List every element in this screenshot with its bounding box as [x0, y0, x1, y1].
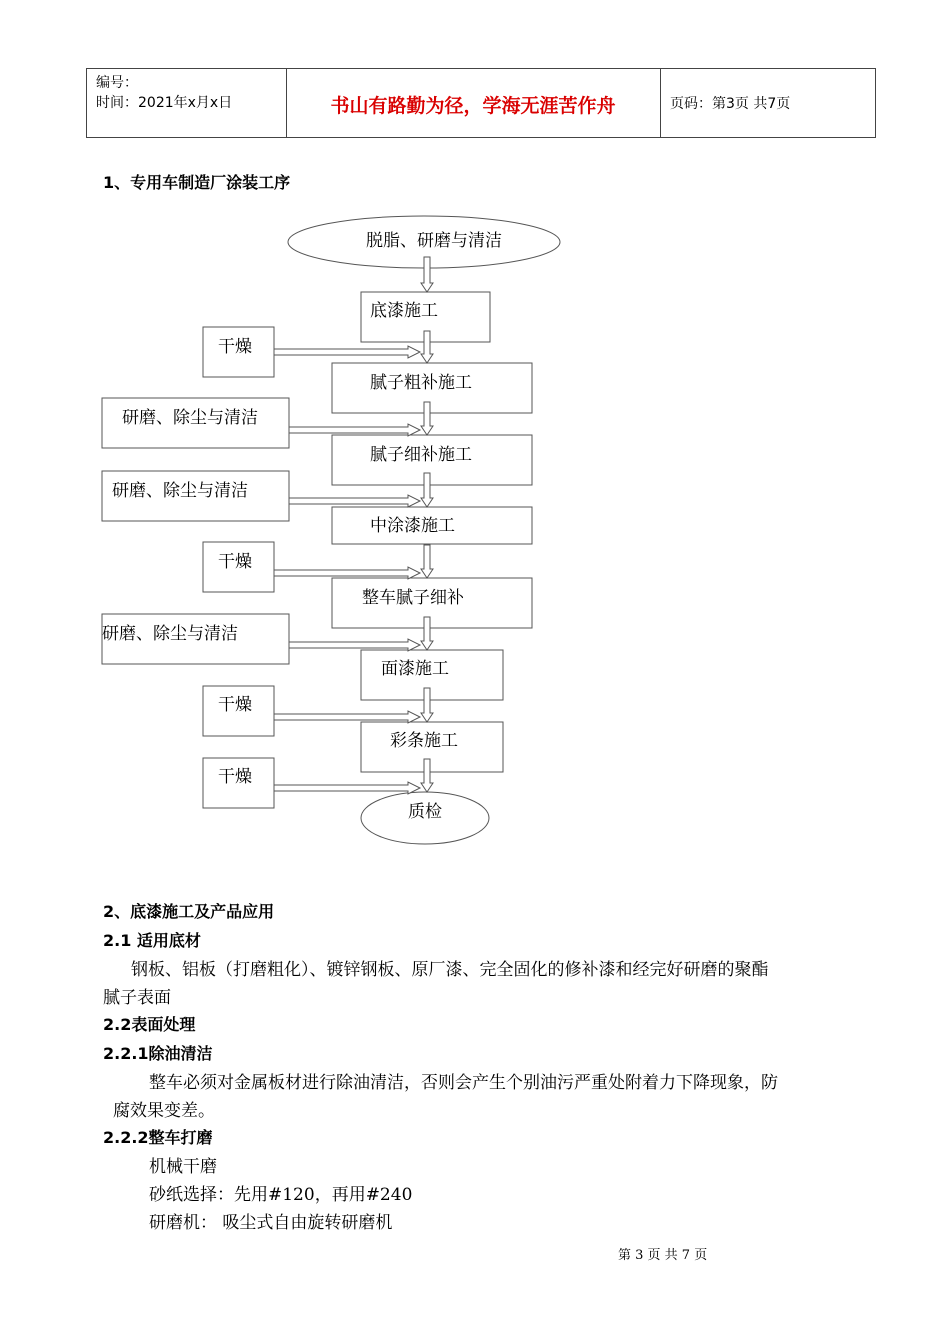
flow-arrow-down	[421, 688, 433, 722]
side-step-label: 干燥	[218, 552, 252, 572]
flow-arrow-down	[421, 759, 433, 792]
flow-step-label: 中涂漆施工	[370, 516, 455, 536]
section-2-2-1-title: 2.2.1除油清洁	[103, 1044, 213, 1063]
flow-arrow-down	[421, 402, 433, 435]
section-2-title: 2、底漆施工及产品应用	[103, 902, 275, 921]
flow-arrow-right	[274, 567, 420, 579]
side-step-label: 干燥	[218, 337, 252, 357]
flow-arrow-down	[421, 331, 433, 363]
flow-arrow-down	[421, 473, 433, 507]
flow-step-label: 脱脂、研磨与清洁	[366, 231, 502, 251]
flow-step-label: 彩条施工	[390, 731, 458, 751]
flow-arrow-right	[274, 346, 420, 358]
flow-arrow-right	[289, 495, 420, 507]
flow-arrow-right	[289, 424, 420, 436]
section-2-2-2-title: 2.2.2整车打磨	[103, 1128, 213, 1147]
flow-step-label: 质检	[408, 802, 442, 822]
time-label: 时间：2021年x月x日	[96, 95, 233, 111]
side-step-label: 研磨、除尘与清洁	[122, 408, 258, 428]
flow-step-label: 腻子细补施工	[370, 445, 472, 465]
list-item: 研磨机： 吸尘式自由旋转研磨机	[149, 1213, 393, 1233]
side-step-label: 干燥	[218, 767, 252, 787]
list-item: 机械干磨	[149, 1157, 217, 1177]
paragraph-line: 腻子表面	[103, 988, 171, 1008]
side-step-label: 研磨、除尘与清洁	[112, 481, 248, 501]
section-2-1-title: 2.1 适用底材	[103, 931, 201, 950]
flow-arrow-right	[274, 711, 420, 723]
flow-arrow-down	[421, 545, 433, 578]
section-2-2-title: 2.2表面处理	[103, 1015, 196, 1034]
flow-arrow-down	[421, 257, 433, 292]
flow-arrow-right	[274, 782, 420, 794]
side-step-label: 研磨、除尘与清洁	[102, 624, 238, 644]
page-footer: 第 3 页 共 7 页	[618, 1248, 708, 1263]
flow-arrow-down	[421, 617, 433, 650]
list-item: 砂纸选择：先用#120，再用#240	[149, 1185, 413, 1205]
number-label: 编号：	[96, 75, 138, 91]
side-step-label: 干燥	[218, 695, 252, 715]
flow-step-label: 腻子粗补施工	[370, 373, 472, 393]
section-1-title: 1、专用车制造厂涂装工序	[103, 173, 291, 192]
header-motto: 书山有路勤为径，学海无涯苦作舟	[330, 95, 616, 117]
flow-step-label: 面漆施工	[381, 659, 449, 679]
flow-step-label: 底漆施工	[370, 301, 438, 321]
flow-step-label: 整车腻子细补	[362, 588, 464, 608]
paragraph-line: 腐效果变差。	[113, 1101, 215, 1121]
page-label: 页码：第3页 共7页	[670, 96, 791, 112]
paragraph-line: 钢板、铝板（打磨粗化）、镀锌钢板、原厂漆、完全固化的修补漆和经完好研磨的聚酯	[131, 960, 769, 980]
paragraph-line: 整车必须对金属板材进行除油清洁，否则会产生个别油污严重处附着力下降现象，防	[149, 1073, 778, 1093]
flow-arrow-right	[289, 639, 420, 651]
